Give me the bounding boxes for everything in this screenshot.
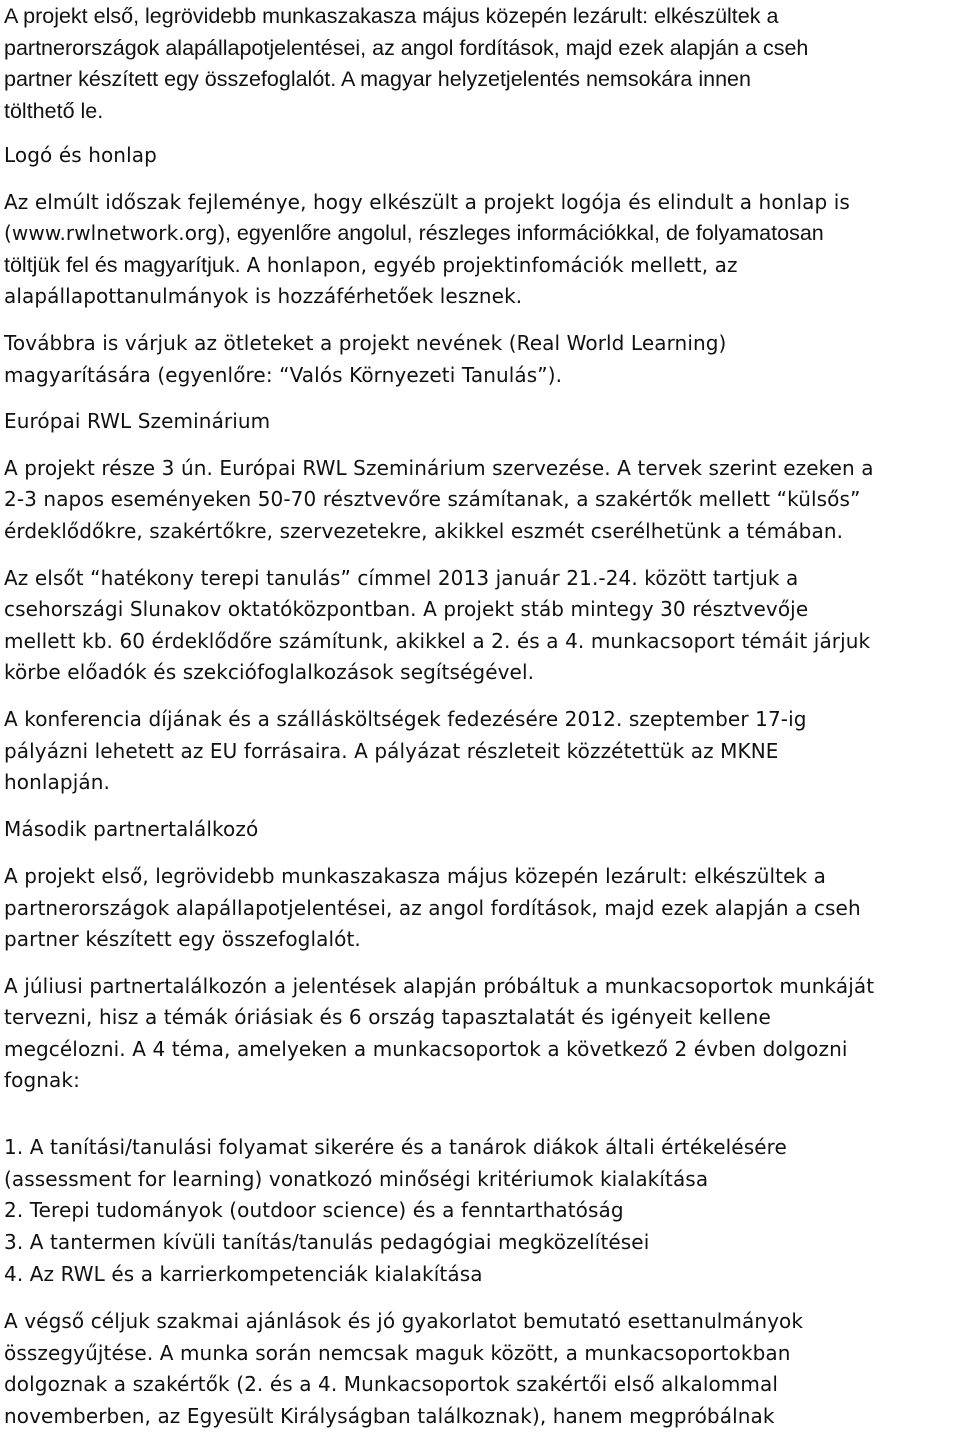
text-run: A projekt része 3 ún. Európai RWL Szeminárium szervezése. A tervek szerint ezeken a — [4, 456, 874, 480]
paragraph-name-line — [4, 360, 562, 391]
paragraph-fee-line — [4, 736, 779, 767]
list-item-1-cont — [4, 1164, 708, 1195]
list-item-3 — [4, 1227, 649, 1258]
text-run: Az elmúlt időszak fejleménye, hogy elkészült a projekt logója és elindult a honlap is — [4, 190, 850, 214]
text-run: ), egyenlőre angolul, részleges információkkal, de folyamatosan — [217, 221, 824, 245]
text-run: Logó és honlap — [4, 143, 157, 167]
text-run: összegyűjtése. A munka során nemcsak maguk között, a munkacsoportokban — [4, 1341, 791, 1365]
list-item-4 — [4, 1259, 483, 1290]
text-run: csehországi Slunakov oktatóközpontban. A projekt stáb mintegy 30 résztvevője — [4, 597, 809, 621]
text-run: mellett kb. 60 érdeklődőre számítunk, akikkel a 2. és a 4. munkacsoport témáit járjuk — [4, 629, 871, 653]
text-run: A projekt első, legrövidebb munkaszakasza május közepén lezárult: elkészültek a — [4, 4, 779, 28]
heading-logo-honlap — [4, 140, 157, 171]
paragraph-first-seminar-line — [4, 594, 808, 625]
heading-seminar — [4, 406, 270, 437]
paragraph-july-line — [4, 971, 874, 1002]
paragraph-july-line — [4, 1002, 771, 1033]
paragraph-second-meeting-line — [4, 861, 826, 892]
paragraph-intro-line — [4, 1, 778, 32]
text-run: (www.rwlnetwork.org — [4, 221, 218, 245]
text-run: partner készített egy összefoglalót. A magyar helyzetjelentés nemsokára innen — [4, 67, 751, 91]
text-run: partnerországok alapállapotjelentései, az angol fordítások, majd ezek alapján a cseh — [4, 36, 809, 60]
text-run: Európai RWL Szeminárium — [4, 409, 271, 433]
heading-second-meeting — [4, 814, 258, 845]
text-run: érdeklődőkre, szakértőkre, szervezetekre, akikkel eszmét cserélhetünk a témában. — [4, 519, 844, 543]
paragraph-name-line — [4, 328, 726, 359]
text-run: magyarítására (egyenlőre: “Valós Környezeti Tanulás”). — [4, 363, 563, 387]
paragraph-first-seminar-line — [4, 563, 798, 594]
paragraph-intro-line — [4, 96, 103, 127]
paragraph-logo-line — [4, 218, 824, 249]
text-run: novemberben, az Egyesült Királyságban találkoznak), hanem megpróbálnak — [4, 1404, 775, 1428]
text-run: A projekt első, legrövidebb munkaszakasza május közepén lezárult: elkészültek a — [4, 864, 826, 888]
text-run: Az elsőt “hatékony terepi tanulás” címmel 2013 január 21.-24. között tartjuk a — [4, 566, 799, 590]
list-item-2 — [4, 1195, 624, 1226]
text-run: 1. A tanítási/tanulási folyamat sikerére és a tanárok diákok általi értékelésére — [4, 1135, 787, 1159]
paragraph-fee-line — [4, 704, 807, 735]
paragraph-intro-line — [4, 64, 751, 95]
paragraph-intro-line — [4, 33, 808, 64]
paragraph-seminar-line — [4, 484, 860, 515]
paragraph-final-line — [4, 1306, 803, 1337]
paragraph-july-line — [4, 1034, 848, 1065]
paragraph-second-meeting-line — [4, 924, 361, 955]
list-item-1 — [4, 1132, 787, 1163]
paragraph-logo-line — [4, 250, 738, 281]
text-run: Továbbra is várjuk az ötleteket a projekt nevének (Real World Learning) — [4, 331, 727, 355]
paragraph-final-line — [4, 1401, 775, 1432]
text-run: partner készített egy összefoglalót. — [4, 927, 361, 951]
text-run: töltjük fel és magyarítjuk. — [4, 253, 247, 277]
text-run: A honlapon, egyéb projektinfomációk mellett, az — [246, 253, 738, 277]
text-run: (assessment for learning) vonatkozó minőségi kritériumok kialakítása — [4, 1167, 709, 1191]
text-run: partnerországok alapállapotjelentései, az angol fordítások, majd ezek alapján a cseh — [4, 896, 861, 920]
paragraph-july-line — [4, 1065, 80, 1096]
paragraph-logo-line — [4, 281, 522, 312]
text-run: honlapján. — [4, 770, 110, 794]
text-run: Második partnertalálkozó — [4, 817, 259, 841]
text-run: A konferencia díjának és a szállásköltségek fedezésére 2012. szeptember 17-ig — [4, 707, 807, 731]
paragraph-logo-line — [4, 187, 850, 218]
text-run: 2-3 napos eseményeken 50-70 résztvevőre számítanak, a szakértők mellett “külsős” — [4, 487, 861, 511]
text-run: fognak: — [4, 1068, 80, 1092]
text-run: A végső céljuk szakmai ajánlások és jó gyakorlatot bemutató esettanulmányok — [4, 1309, 804, 1333]
text-run: A júliusi partnertalálkozón a jelentések alapján próbáltuk a munkacsoportok munkáját — [4, 974, 875, 998]
paragraph-final-line — [4, 1338, 791, 1369]
text-run: 3. A tantermen kívüli tanítás/tanulás pedagógiai megközelítései — [4, 1230, 650, 1254]
text-run: tölthető le. — [4, 99, 104, 123]
text-run: pályázni lehetett az EU forrásaira. A pályázat részleteit közzétettük az MKNE — [4, 739, 779, 763]
text-run: 4. Az RWL és a karrierkompetenciák kialakítása — [4, 1262, 483, 1286]
paragraph-second-meeting-line — [4, 893, 861, 924]
text-run: alapállapottanulmányok is hozzáférhetőek lesznek. — [4, 284, 523, 308]
text-run: körbe előadók és szekciófoglalkozások segítségével. — [4, 660, 535, 684]
paragraph-final-line — [4, 1369, 778, 1400]
text-run: megcélozni. A 4 téma, amelyeken a munkacsoportok a következő 2 évben dolgozni — [4, 1037, 848, 1061]
paragraph-seminar-line — [4, 516, 843, 547]
paragraph-first-seminar-line — [4, 626, 870, 657]
paragraph-fee-line — [4, 767, 110, 798]
paragraph-first-seminar-line — [4, 657, 534, 688]
text-run: dolgoznak a szakértők (2. és a 4. Munkacsoportok szakértői első alkalommal — [4, 1372, 778, 1396]
paragraph-seminar-line — [4, 453, 874, 484]
text-run: tervezni, hisz a témák óriásiak és 6 ország tapasztalatát és igényeit kellene — [4, 1005, 771, 1029]
text-run: 2. Terepi tudományok (outdoor science) és a fenntarthatóság — [4, 1198, 624, 1222]
